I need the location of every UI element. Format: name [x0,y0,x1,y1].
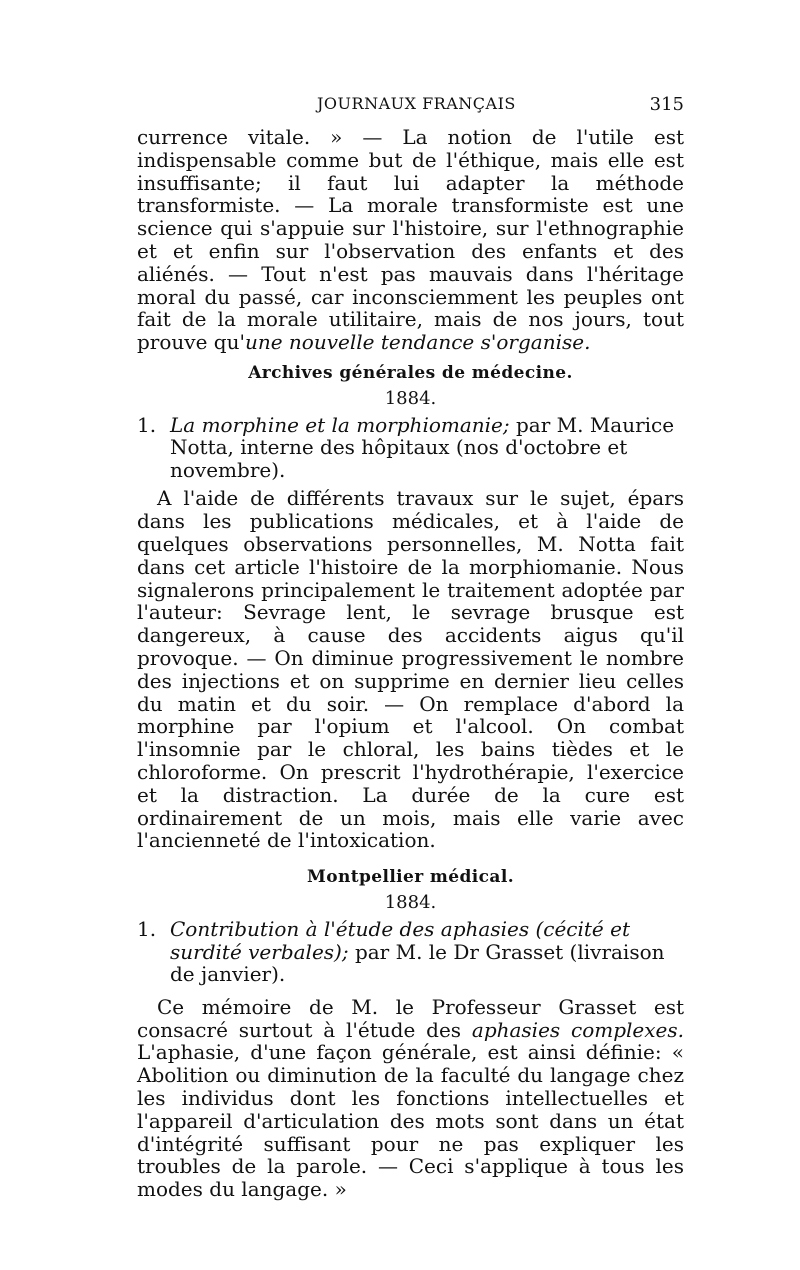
entry-title: La morphine et la morphiomanie; [170,412,510,437]
section-title-archives: Archives générales de médecine. [248,362,573,383]
page-header [137,94,684,118]
paragraph-summary-grasset: Ce mémoire de M. le Professeur Grasset est consacré surtout à l'étude des aphasies complexes. L'aphasie, d'une façon générale, est ainsi définie: « Abolition ou diminution de la faculté du langage chez les individus dont les fonctions intellectuelles et l'appareil d'articulation des mots sont dans un état d'intégrité suffisant pour ne pas expliquer les troubles de la parole. — Ceci s'applique à tous les modes du langage. » [137,994,684,1202]
section-year: 1884. [384,892,437,914]
bibliography-entry [137,918,684,986]
emphasis: aphasies complexes. [471,1017,684,1042]
section-year: 1884. [384,387,437,409]
page-body [137,126,684,1201]
page-number: 315 [649,94,684,115]
running-head: JOURNAUX FRANÇAIS [317,94,516,113]
bibliography-entry [137,414,684,482]
entry-author: par M. le Dr Grasset (livraison de janvier). [170,939,665,987]
emphasis: une nouvelle tendance s'organise. [244,330,591,355]
entry-title: Contribution à l'étude des aphasies (cécité et surdité verbales); [170,917,630,964]
paragraph-continuation: currence vitale. » — La notion de l'utile est indispensable comme but de l'éthique, mais elle est insuffisante; il faut lui adapter la méthode transformiste. — La morale transformiste est une science qui s'appuie sur l'histoire, sur l'ethnographie et et enfin sur l'observation des enfants et des aliénés. — Tout n'est pas mauvais dans l'héritage moral du passé, car inconsciemment les peuples ont fait de la morale utilitaire, mais de nos jours, tout prouve qu'une nouvelle tendance s'organise. [137,125,684,355]
entry-number: 1. [137,917,157,942]
entry-number: 1. [137,412,157,437]
section-title-montpellier: Montpellier médical. [306,867,515,888]
paragraph-summary-notta: A l'aide de différents travaux sur le sujet, épars dans les publications médicales, et à l'aide de quelques observations personnelles, M. Notta fait dans cet article l'histoire de la morphiomanie. Nous signalerons principalement le traitement adoptée par l'auteur: Sevrage lent, le sevrage brusque est dangereux, à cause des accidents aigus qu'il provoque. — On diminue progressivement le nombre des injections et on supprime en dernier lieu celles du matin et du soir. — On remplace d'abord la morphine par l'opium et l'alcool. On combat l'insomnie par le chloral, les bains tièdes et le chloroforme. On prescrit l'hydrothérapie, l'exercice et la distraction. La durée de la cure est ordinairement de un mois, mais elle varie avec l'ancienneté de l'intoxication. [137,486,684,853]
entry-author: par M. Maurice Notta, interne des hôpitaux (nos d'octobre et novembre). [170,412,675,482]
